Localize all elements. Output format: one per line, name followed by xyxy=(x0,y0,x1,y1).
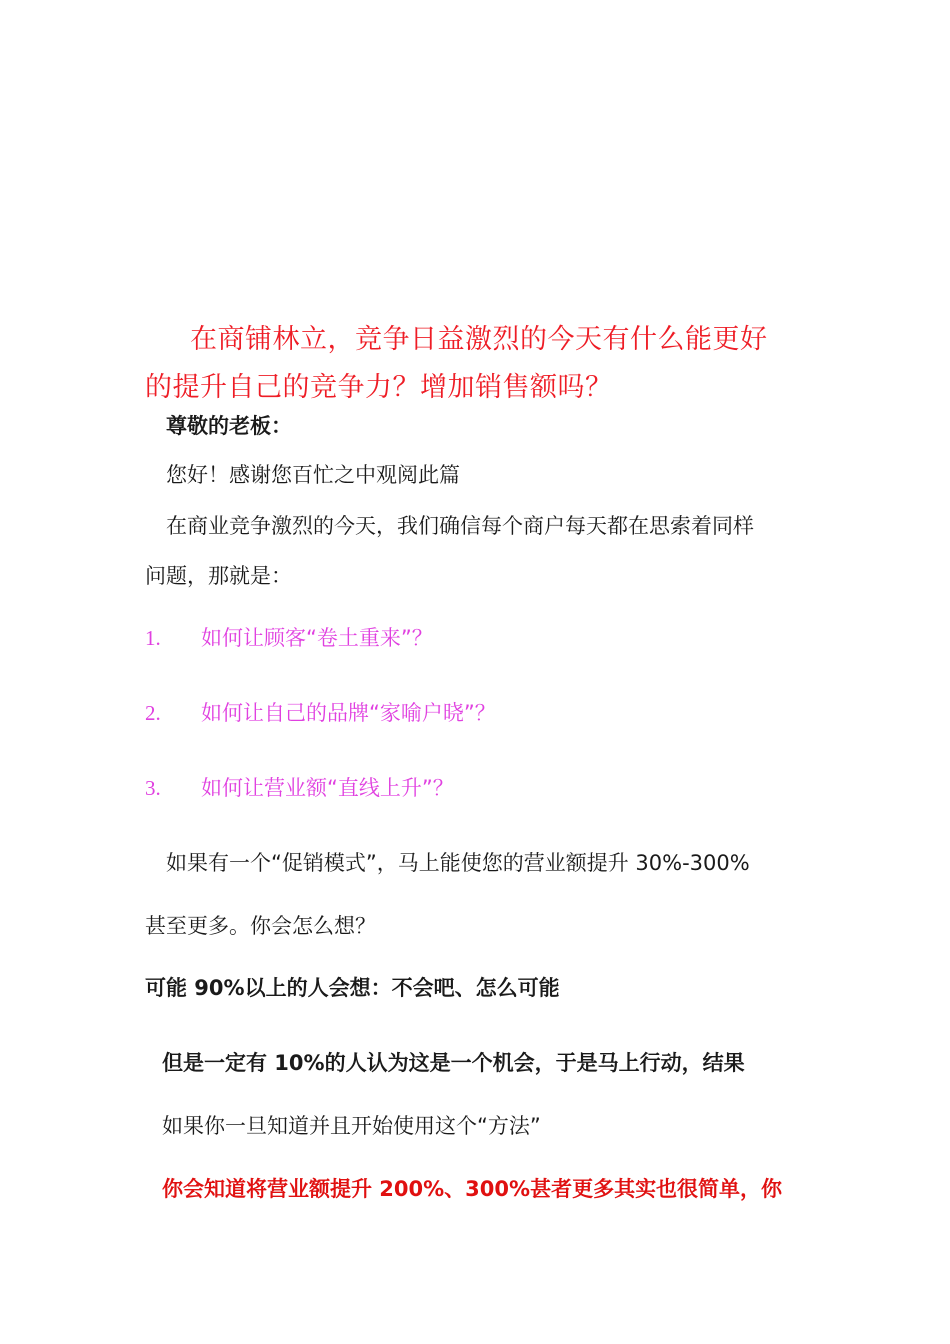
majority-statement: 可能 90%以上的人会想：不会吧、怎么可能 xyxy=(145,976,560,1000)
heading-line-2: 的提升自己的竞争力？增加销售额吗？ xyxy=(145,372,613,403)
proposal-line-2: 甚至更多。你会怎么想？ xyxy=(145,914,376,938)
list-marker: 2. xyxy=(145,701,161,725)
question-text: 如何让自己的品牌“家喻户晓”？ xyxy=(201,701,496,725)
minority-statement: 但是一定有 10%的人认为这是一个机会，于是马上行动，结果 xyxy=(162,1051,745,1075)
question-text: 如何让顾客“卷土重来”？ xyxy=(201,626,433,650)
proposal-line-1: 如果有一个“促销模式”，马上能使您的营业额提升 30%-300% xyxy=(166,851,750,875)
greeting: 您好！感谢您百忙之中观阅此篇 xyxy=(166,463,460,487)
method-statement: 如果你一旦知道并且开始使用这个“方法” xyxy=(162,1114,541,1138)
intro-line-1: 在商业竞争激烈的今天，我们确信每个商户每天都在思索着同样 xyxy=(166,514,754,538)
conclusion-statement: 你会知道将营业额提升 200%、300%甚者更多其实也很简单，你 xyxy=(162,1177,783,1201)
heading-line-1: 在商铺林立，竞争日益激烈的今天有什么能更好 xyxy=(190,324,768,355)
salutation: 尊敬的老板： xyxy=(166,414,292,438)
question-text: 如何让营业额“直线上升”？ xyxy=(201,776,454,800)
list-marker: 1. xyxy=(145,626,161,650)
intro-line-2: 问题，那就是： xyxy=(145,564,292,588)
list-marker: 3. xyxy=(145,776,161,800)
